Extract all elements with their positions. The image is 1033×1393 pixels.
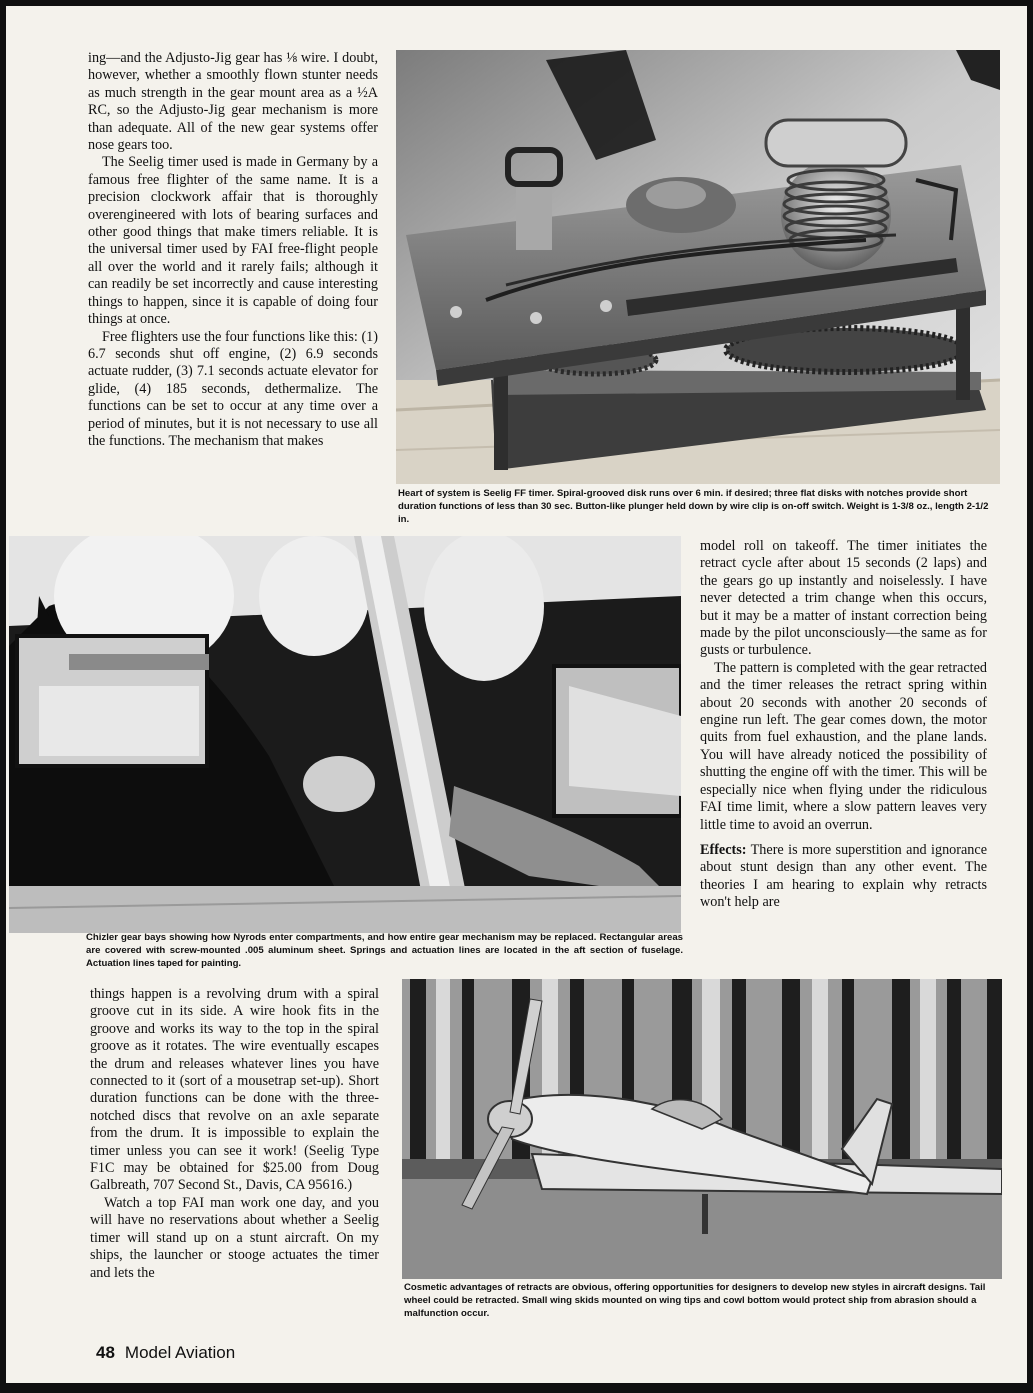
paragraph: model roll on takeoff. The timer initiates the retract cycle after about 15 seconds (2 laps) and the gears go up instantly and noiselessly. I have never detected a trim change when this occurs, but it may be a matter of instant correction being made by the pilot unconsciously—the same as for gusts or turbulence. (700, 538, 987, 659)
column-1-top (88, 50, 378, 450)
effects-heading: Effects: (700, 841, 747, 858)
effects-paragraph (700, 842, 987, 912)
page-footer (96, 1343, 235, 1363)
caption-timer: Heart of system is Seelig FF timer. Spiral-grooved disk runs over 6 min. if desired; three flat disks with notches provide short duration functions of less than 30 sec. Button-like plunger held down by wire clip is on-off switch. Weight is 1-3/8 oz., length 2-1/2 in. (398, 488, 989, 525)
photo-gear-bays (9, 536, 681, 933)
timer-photo-drawing (396, 50, 1000, 484)
magazine-name: Model Aviation (124, 1343, 236, 1362)
magazine-page (6, 6, 1027, 1383)
photo-stunt-plane (402, 979, 1002, 1279)
photo-seelig-timer (396, 50, 1000, 484)
caption-gear-bays: Chizler gear bays showing how Nyrods enter compartments, and how entire gear mechanism may be replaced. Rectangular areas are covered with screw-mounted .005 aluminum sheet. Springs and actuation lines are located in the aft section of fuselage. Actuation lines taped for painting. (86, 932, 683, 969)
page-number: 48 (96, 1343, 115, 1362)
column-2-middle (700, 538, 987, 912)
caption-plane: Cosmetic advantages of retracts are obvious, offering opportunities for designers to develop new styles in aircraft designs. Tail wheel could be retracted. Small wing skids mounted on wing tips and cowl bottom would protect ship from abrasion should a malfunction occur. (404, 1282, 986, 1319)
effects-text: There is more superstition and ignorance about stunt design than any other event. The theories I am hearing to explain why retracts won't help are (700, 841, 987, 911)
paragraph: ing—and the Adjusto-Jig gear has ⅛ wire. I doubt, however, whether a smoothly flown stunter needs as much strength in the gear mount area as a ½A RC, so the Adjusto-Jig gear mechanism is more than adequate. All of the new gear systems offer nose gears too. (88, 50, 378, 154)
column-1-bottom (90, 986, 379, 1282)
paragraph: Watch a top FAI man work one day, and you will have no reservations about whether a Seelig timer will stand up on a stunt aircraft. On my ships, the launcher or stooge actuates the timer and lets the (90, 1194, 379, 1281)
paragraph: things happen is a revolving drum with a spiral groove cut in its side. A wire hook fits in the groove and works its way to the top in the spiral groove as it rotates. The wire eventually escapes the drum and releases whatever lines you have connected to it (sort of a mousetrap set-up). Short duration functions can be done with the three-notched discs that revolve on an axle separate from the drum. It is impossible to explain the timer unless you can see it work! (Seelig Type F1C may be obtained for $25.00 from Doug Galbreath, 707 Second St., Davis, CA 95616.) (90, 986, 379, 1194)
paragraph: Free flighters use the four functions like this: (1) 6.7 seconds shut off engine, (2) 6.9 seconds actuate rudder, (3) 7.1 seconds actuate elevator for glide, (4) 185 seconds, dethermalize. The functions can be set to occur at any time over a period of minutes, but it is not necessary to use all the functions. The mechanism that makes (88, 328, 378, 449)
paragraph: The Seelig timer used is made in Germany by a famous free flighter of the same name. It is a precision clockwork affair that is thoroughly overengineered with lots of bearing surfaces and other good things that make timers reliable. It is the universal timer used by FAI free-flight people all over the world and it rarely fails; although it can readily be set incorrectly and cause interesting things to happen, since it is capable of doing four things at once. (88, 154, 378, 328)
paragraph: The pattern is completed with the gear retracted and the timer releases the retract spring within about 20 seconds with another 20 seconds of engine run left. The gear comes down, the motor quits from fuel exhaustion, and the plane lands. You will have already noticed the possibility of shutting the engine off with the timer. This will be especially nice when flying under the ridiculous FAI time limit, where a slow pattern leaves very little time to avoid an overrun. (700, 659, 987, 833)
plane-photo-drawing (402, 979, 1002, 1279)
gear-bays-photo-drawing (9, 536, 681, 933)
